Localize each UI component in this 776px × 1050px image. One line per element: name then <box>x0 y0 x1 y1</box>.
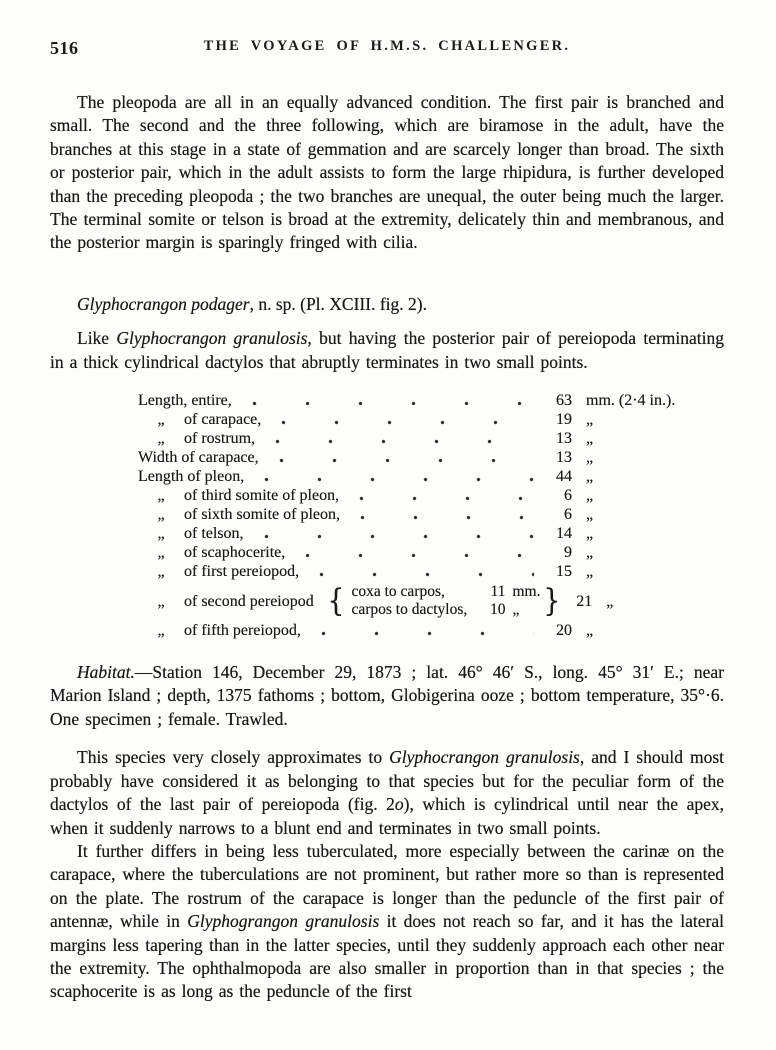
row-value: 6 <box>564 506 572 524</box>
differences-species-italic: Glyphograngon granulosis <box>187 911 380 932</box>
row-value: 14 <box>556 525 572 543</box>
table-row <box>138 410 700 429</box>
row-unit: „ <box>586 411 594 429</box>
row-label: of second pereiopod <box>184 592 314 610</box>
paragraph-pleopoda <box>50 91 724 255</box>
brace-line-label: carpos to dactylos, <box>351 601 468 619</box>
table-row-compound <box>138 581 700 621</box>
table-row <box>138 621 700 640</box>
habitat-label: Habitat. <box>77 662 135 683</box>
row-unit: mm. (2·4 in.). <box>586 392 676 410</box>
leader-dots <box>264 534 534 539</box>
running-header <box>50 38 724 62</box>
table-row <box>138 562 700 581</box>
leader-dots <box>321 631 534 636</box>
ditto-mark: „ <box>157 592 165 610</box>
table-row <box>138 486 700 505</box>
leader-dots <box>279 458 534 463</box>
row-unit: „ <box>586 449 594 467</box>
row-unit: „ <box>586 544 594 562</box>
comparison-species-italic: Glyphocrangon granulosis <box>389 747 580 768</box>
row-label: of carapace, <box>184 411 262 429</box>
ditto-mark: „ <box>157 622 165 640</box>
brace-line-unit: mm. <box>512 583 541 601</box>
paragraph-diagnosis <box>50 327 724 374</box>
brace-line-unit: „ <box>512 601 520 619</box>
row-label: Length, entire, <box>138 392 232 410</box>
row-value: 6 <box>564 487 572 505</box>
row-value: 13 <box>556 430 572 448</box>
row-unit: „ <box>586 487 594 505</box>
leader-dots <box>319 572 534 577</box>
table-row <box>138 505 700 524</box>
brace-line-value: 10 <box>489 601 506 619</box>
ditto-mark: „ <box>157 544 165 562</box>
row-label: Length of pleon, <box>138 468 245 486</box>
row-unit: „ <box>586 506 594 524</box>
row-unit: „ <box>586 563 594 581</box>
measurements-table <box>138 391 700 640</box>
leader-dots <box>359 496 534 501</box>
row-value: 13 <box>556 449 572 467</box>
table-row <box>138 391 700 410</box>
row-label: of first pereiopod, <box>184 563 300 581</box>
ditto-mark: „ <box>157 411 165 429</box>
row-value: 9 <box>564 544 572 562</box>
table-row <box>138 524 700 543</box>
table-row <box>138 448 700 467</box>
paragraph-differences <box>50 840 724 1004</box>
row-value: 63 <box>556 392 572 410</box>
species-heading <box>50 293 724 316</box>
leader-dots <box>252 401 534 406</box>
ditto-mark: „ <box>157 487 165 505</box>
species-name: Glyphocrangon podager <box>77 293 250 314</box>
row-unit: „ <box>586 622 594 640</box>
paragraph-pleopoda-text: The pleopoda are all in an equally advanced condition. The first pair is branched and small. The second and the three following, which are biramose in the adult, have the branches at this stage in a state of gemmation and are scarcely longer than broad. The sixth or posterior pair, which in the adult assists to form the large rhipidura, is further developed than the preceding pleopoda ; the two branches are unequal, the outer being much the larger. The terminal somite or telson is broad at the extremity, delicately thin and membranous, and the posterior margin is sparingly fringed with cilia. <box>50 92 724 253</box>
row-label: Width of carapace, <box>138 449 259 467</box>
diagnosis-text: Like <box>77 328 117 349</box>
row-unit: „ <box>586 430 594 448</box>
brace-line <box>351 601 540 619</box>
row-value: 15 <box>556 563 572 581</box>
habitat-text: —Station 146, December 29, 1873 ; lat. 46° 46′ S., long. 45° 31′ E.; near Marion Island ; depth, 1375 fathoms ; bottom, Globigerina ooze ; bottom temperature, 35°·6. One specimen ; female. Trawled. <box>50 662 724 729</box>
comparison-text: This species very closely approximates to <box>77 747 390 768</box>
brace-left: { <box>327 583 344 620</box>
row-unit: „ <box>606 592 614 610</box>
ditto-mark: „ <box>157 430 165 448</box>
row-value: 19 <box>556 411 572 429</box>
leader-dots <box>264 477 534 482</box>
running-title: THE VOYAGE OF H.M.S. CHALLENGER. <box>203 38 571 54</box>
row-label: of scaphocerite, <box>184 544 286 562</box>
differences-text: It further differs in being less tuberculated, more especially between the carinæ on the carapace, where the tuberculations are not prominent, but rather more so than is represented on the plate. The rostrum of the carapace is longer than the peduncle of the first pair of antennæ, while in <box>50 840 724 932</box>
species-heading-rest: , n. sp. (Pl. XCIII. fig. 2). <box>249 293 427 314</box>
ditto-mark: „ <box>157 563 165 581</box>
page-number: 516 <box>50 38 79 58</box>
leader-dots <box>305 553 534 558</box>
brace-line-value: 11 <box>490 583 506 601</box>
row-value: 21 <box>576 592 593 610</box>
row-unit: „ <box>586 525 594 543</box>
paragraph-habitat <box>50 661 724 731</box>
diagnosis-text-cont: but having the posterior pair of pereiopoda terminating in a thick cylindrical dactylos that abruptly terminates in two small points. <box>50 328 725 372</box>
comparison-text-end: ), which is cylindrical until near the apex, when it suddenly narrows to a blunt end and terminates in two small points. <box>50 794 724 838</box>
row-label: of fifth pereiopod, <box>184 622 301 640</box>
differences-text-cont: it does not reach so far, and it has the lateral margins less tapering than in the latter species, until they suddenly approach each other near the extremity. The ophthalmopoda are also smaller in proportion than in that species ; the scaphocerite is as long as the peduncle of the first <box>50 911 724 1002</box>
diagnosis-species-italic: Glyphocrangon granulosis, <box>116 328 312 349</box>
brace-line <box>351 583 540 601</box>
row-label: of sixth somite of pleon, <box>184 506 340 524</box>
leader-dots <box>281 420 534 425</box>
figure-letter-italic: o <box>394 794 404 815</box>
row-unit: „ <box>586 468 594 486</box>
brace-group <box>351 583 540 619</box>
row-value: 20 <box>556 622 572 640</box>
comparison-text-cont: , and I should most probably have considered it as belonging to that species but for the peculiar form of the dactylos of the last pair of pereiopoda (fig. 2 <box>50 747 724 815</box>
ditto-mark: „ <box>157 525 165 543</box>
row-label: of telson, <box>184 525 244 543</box>
paragraph-comparison <box>50 746 724 840</box>
brace-line-label: coxa to carpos, <box>351 583 445 601</box>
row-value: 44 <box>556 468 572 486</box>
row-label: of rostrum, <box>184 430 256 448</box>
table-row <box>138 543 700 562</box>
ditto-mark: „ <box>157 506 165 524</box>
brace-right: } <box>543 583 561 620</box>
table-row <box>138 467 700 486</box>
leader-dots <box>275 439 534 444</box>
leader-dots <box>360 515 534 520</box>
row-label: of third somite of pleon, <box>184 487 340 505</box>
table-row <box>138 429 700 448</box>
